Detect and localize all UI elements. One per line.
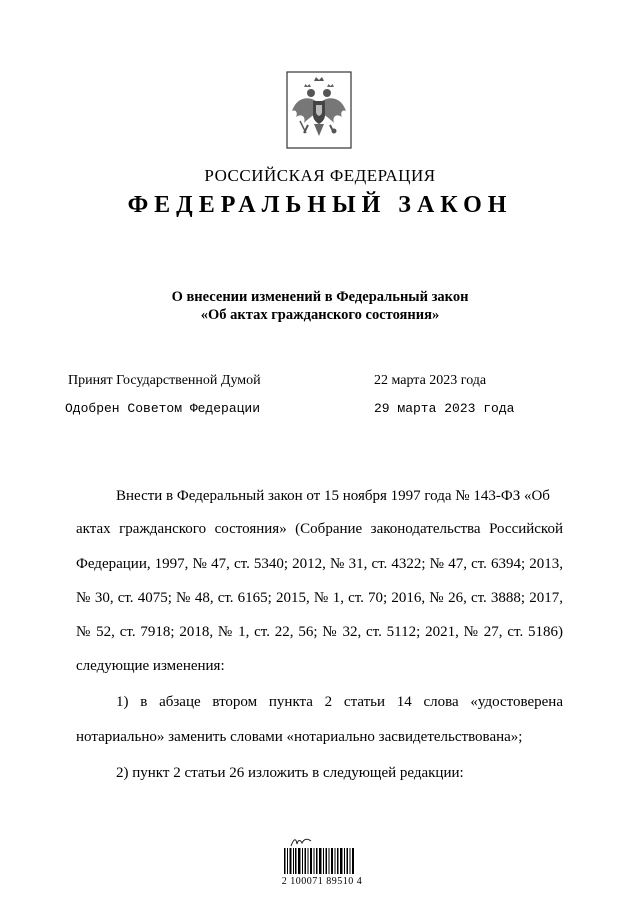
body-line: 1) в абзаце втором пункта 2 статьи 14 слова «удостоверена xyxy=(116,694,563,710)
body-line: актах гражданского состояния» (Собрание законодательства Российской xyxy=(76,521,563,537)
body-line: № 52, ст. 7918; 2018, № 1, ст. 22, 56; № 32, ст. 5112; 2021, № 27, ст. 5186) xyxy=(76,624,563,640)
document-type: ФЕДЕРАЛЬНЫЙ ЗАКОН xyxy=(127,192,513,218)
body-line: нотариально» заменить словами «нотариально засвидетельствована»; xyxy=(76,729,523,745)
duma-adoption-label: Принят Государственной Думой xyxy=(68,373,261,388)
council-approval-label: Одобрен Советом Федерации xyxy=(65,401,261,416)
barcode-number: 2 100071 89510 4 xyxy=(281,876,363,887)
country-name: РОССИЙСКАЯ ФЕДЕРАЦИЯ xyxy=(204,166,436,185)
duma-adoption-date: 22 марта 2023 года xyxy=(374,373,487,388)
law-title-line-1: О внесении изменений в Федеральный закон xyxy=(171,289,469,305)
body-line: следующие изменения: xyxy=(76,658,225,674)
barcode-icon xyxy=(284,848,354,874)
body-line: Федерации, 1997, № 47, ст. 5340; 2012, № 31, ст. 4322; № 47, ст. 6394; 2013, xyxy=(76,556,563,572)
handwritten-mark-icon xyxy=(290,836,312,848)
law-title-line-2: «Об актах гражданского состояния» xyxy=(200,307,440,323)
coat-of-arms-emblem xyxy=(286,71,352,149)
body-line: № 30, ст. 4075; № 48, ст. 6165; 2015, № 1, ст. 70; 2016, № 26, ст. 3888; 2017, xyxy=(76,590,563,606)
council-approval-date: 29 марта 2023 года xyxy=(374,401,515,416)
body-line: Внести в Федеральный закон от 15 ноября 1997 года № 143-ФЗ «Об xyxy=(116,488,550,504)
body-line: 2) пункт 2 статьи 26 изложить в следующей редакции: xyxy=(116,765,464,781)
